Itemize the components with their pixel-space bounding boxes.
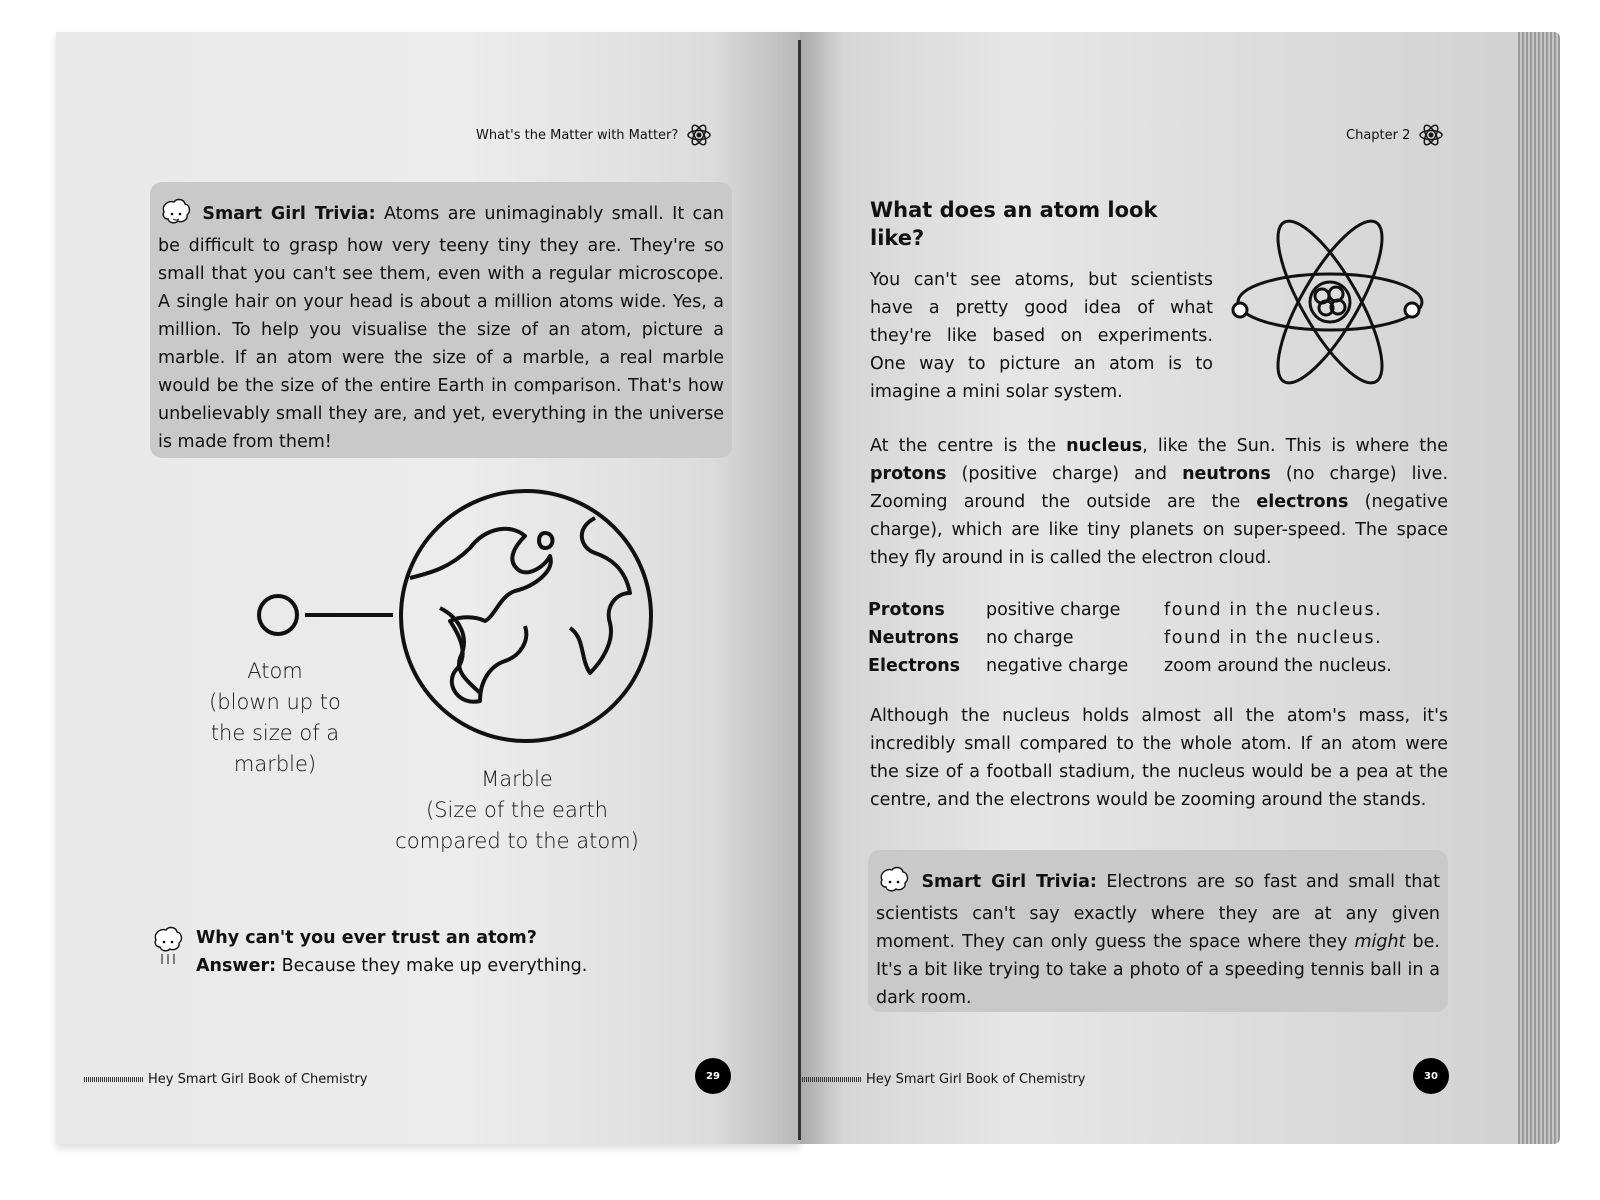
particle-name: Neutrons xyxy=(868,628,959,648)
intro-paragraph: You can't see atoms, but scientists have a pretty good idea of what they're like based on experiments. One way to picture an atom is to imagine a mini solar system. xyxy=(870,270,1213,402)
trivia-label: Smart Girl Trivia: xyxy=(921,872,1097,892)
particle-name: Electrons xyxy=(868,656,961,676)
brain-mascot-icon xyxy=(876,864,912,900)
marble-caption xyxy=(392,764,642,857)
term-nucleus: nucleus xyxy=(1066,436,1143,456)
left-running-header xyxy=(476,122,712,148)
trivia-box xyxy=(150,182,732,458)
table-row xyxy=(868,652,1392,680)
trivia-body: be. It's a bit like trying to take a photo of a speeding tennis ball in a dark room. xyxy=(876,932,1440,1008)
particle-charge: positive charge xyxy=(986,600,1121,620)
caption-line: Atom xyxy=(247,659,303,683)
text-segment: (negative charge), which are like tiny planets on super-speed. The space they fly around in is called the electron cloud. xyxy=(870,492,1448,568)
text-segment: , like the Sun. This is where the xyxy=(1142,436,1448,456)
trivia-body: Electrons are so fast and small that scientists can't say exactly where they are at any given moment. They can only guess the space where they xyxy=(876,872,1440,952)
caption-line: compared to the atom) xyxy=(395,829,639,853)
term-protons: protons xyxy=(870,464,947,484)
brain-mascot-icon xyxy=(150,924,190,970)
text-segment: (no charge) live. Zooming around the outside are the xyxy=(870,464,1449,512)
book-spine xyxy=(798,40,801,1140)
caption-line: (blown up to xyxy=(209,690,341,714)
caption-line: Marble xyxy=(481,767,553,791)
particle-location: found in the nucleus. xyxy=(1164,628,1383,648)
particle-location: found in the nucleus. xyxy=(1164,600,1383,620)
trivia-text xyxy=(158,196,724,456)
page-number-30: 30 xyxy=(1413,1058,1449,1094)
trivia-box xyxy=(868,850,1448,1012)
atom-caption xyxy=(190,656,360,780)
page-edges xyxy=(1518,32,1560,1144)
earth-globe xyxy=(401,491,651,741)
term-neutrons: neutrons xyxy=(1182,464,1271,484)
trivia-text xyxy=(876,864,1440,1012)
brain-mascot-icon xyxy=(158,196,194,232)
particle-table xyxy=(868,596,1392,680)
atom-icon xyxy=(686,122,712,148)
text-segment: At the centre is the xyxy=(870,436,1067,456)
particle-name: Protons xyxy=(868,600,945,620)
joke-question: Why can't you ever trust an atom? xyxy=(196,928,537,948)
particle-location: zoom around the nucleus. xyxy=(1164,656,1392,676)
joke-answer-label: Answer: xyxy=(196,956,277,976)
left-footer xyxy=(84,1072,367,1087)
atom-icon xyxy=(1418,122,1444,148)
atom-diagram xyxy=(1230,212,1430,392)
particle-charge: negative charge xyxy=(986,656,1129,676)
nucleus-paragraph xyxy=(870,432,1448,572)
footer-text: Hey Smart Girl Book of Chemistry xyxy=(866,1072,1086,1087)
trivia-label: Smart Girl Trivia: xyxy=(202,204,376,224)
caption-line: marble) xyxy=(233,752,317,776)
right-running-header xyxy=(1346,122,1444,148)
trivia-emphasis: might xyxy=(1354,932,1406,952)
caption-line: the size of a xyxy=(210,721,340,745)
joke-answer: Because they make up everything. xyxy=(276,956,588,976)
table-row xyxy=(868,624,1392,652)
particle-charge: no charge xyxy=(986,628,1074,648)
right-footer xyxy=(802,1072,1085,1087)
header-text: Chapter 2 xyxy=(1346,127,1411,143)
text-segment: (positive charge) and xyxy=(946,464,1183,484)
atom-joke xyxy=(150,924,587,980)
footer-dots xyxy=(802,1077,862,1082)
footer-text: Hey Smart Girl Book of Chemistry xyxy=(148,1072,368,1087)
footer-dots xyxy=(84,1077,144,1082)
table-row xyxy=(868,596,1392,624)
mass-paragraph: Although the nucleus holds almost all the atom's mass, it's incredibly small compared to the whole atom. If an atom were the size of a football stadium, the nucleus would be a pea at the centre, and the electrons would be zooming around the stands. xyxy=(870,706,1448,810)
section-heading: What does an atom look like? xyxy=(870,198,1158,250)
caption-line: (Size of the earth xyxy=(426,798,608,822)
atom-circle xyxy=(259,596,297,634)
term-electrons: electrons xyxy=(1256,492,1349,512)
header-text: What's the Matter with Matter? xyxy=(476,127,679,143)
page-number-29: 29 xyxy=(695,1058,731,1094)
trivia-body: Atoms are unimaginably small. It can be difficult to grasp how very teeny tiny they are. They're so small that you can't see them, even with a regular microscope. A single hair on your head is about a million atoms wide. Yes, a million. To help you visualise the size of an atom, picture a marble. If an atom were the size of a marble, a real marble would be the size of the entire Earth in comparison. That's how unbelievably small they are, and yet, everything in the universe is made from them! xyxy=(158,204,724,452)
